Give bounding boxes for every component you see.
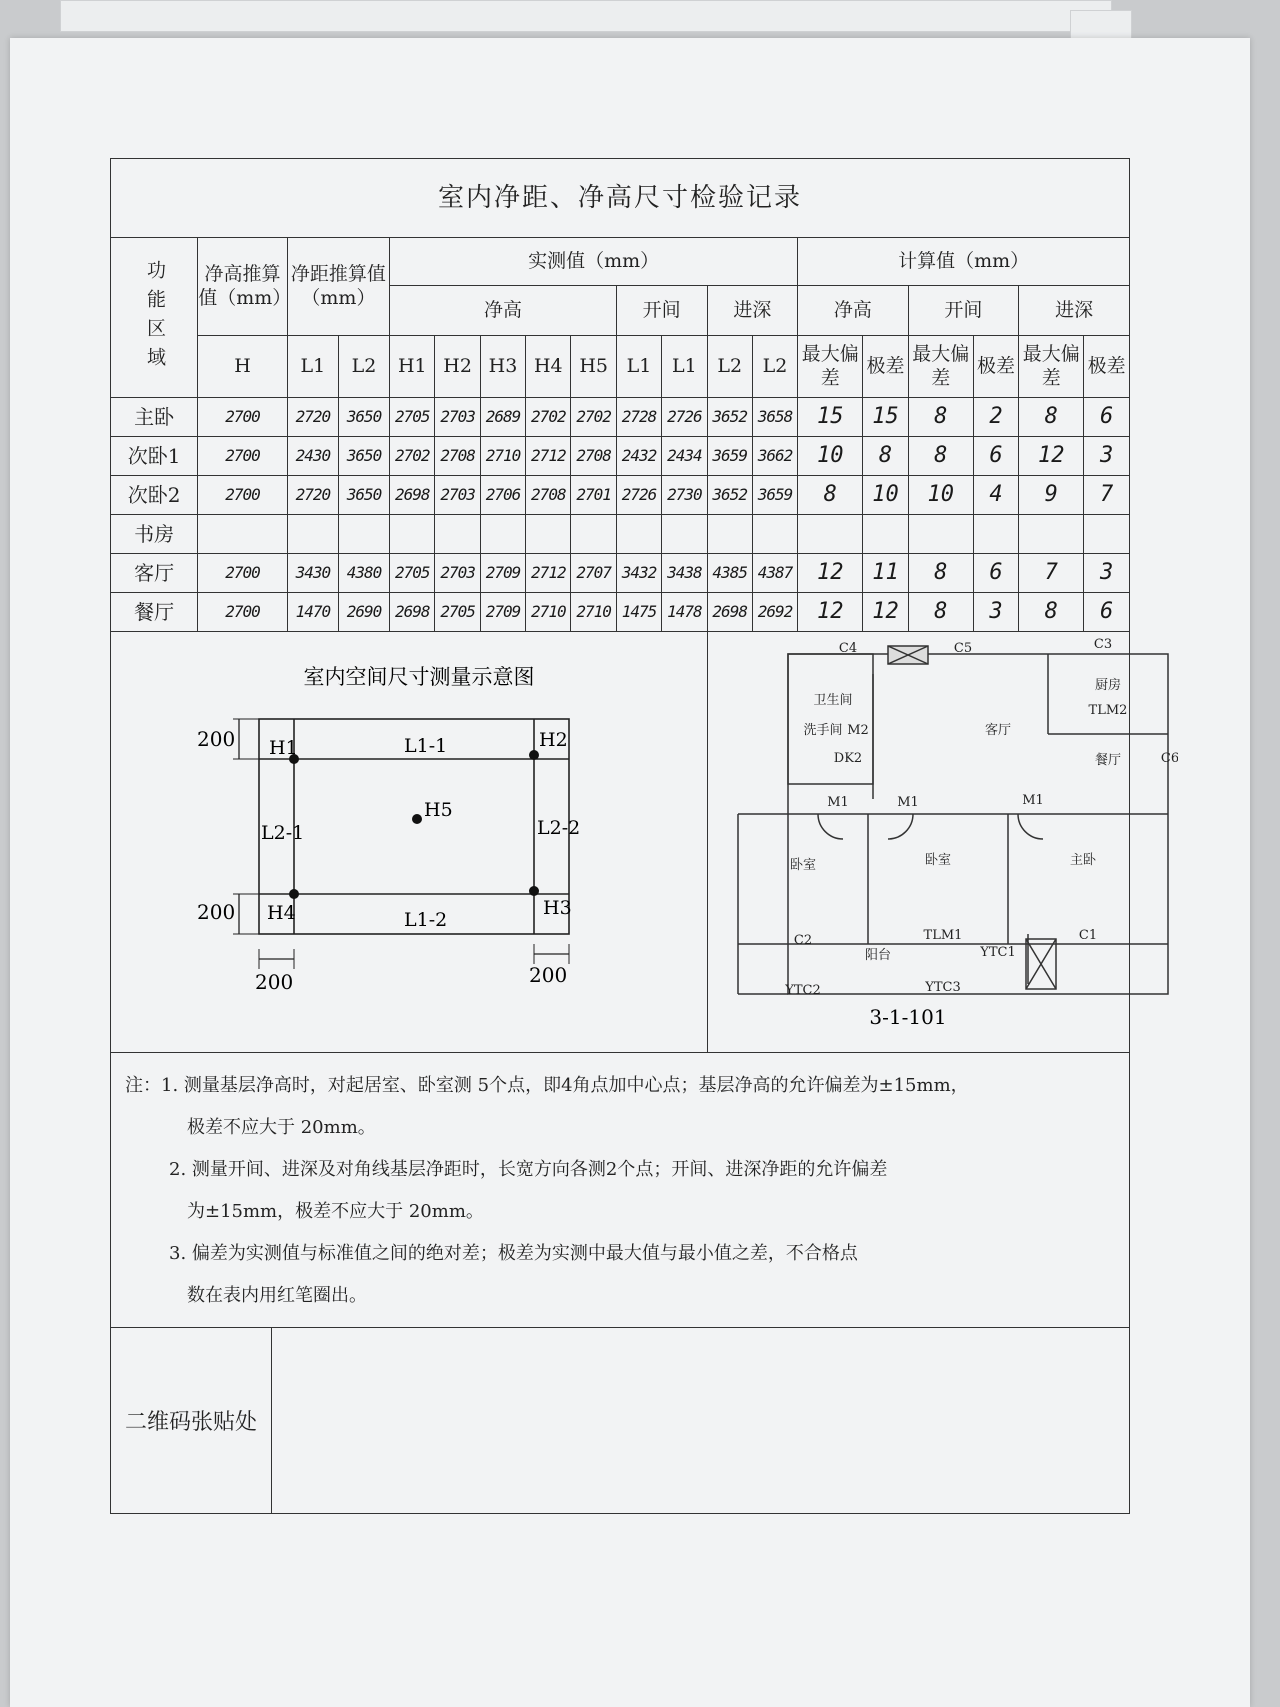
value-cell[interactable]: 2700	[198, 437, 288, 476]
header-calc-kaijian: 开间	[908, 286, 1018, 336]
col-range: 极差	[1084, 336, 1130, 398]
value-cell[interactable]: 8	[1019, 593, 1084, 632]
value-cell[interactable]: 6	[973, 437, 1018, 476]
plan-label-m2: M2	[846, 722, 869, 738]
plan-label-m1-a: M1	[826, 794, 849, 810]
room-name: 主卧	[111, 398, 198, 437]
floor-plan-cell	[707, 632, 1178, 1053]
value-cell[interactable]: 6	[1084, 398, 1130, 437]
room-name: 次卧2	[111, 476, 198, 515]
value-cell[interactable]: 2700	[198, 476, 288, 515]
label-l1-1: L1-1	[403, 734, 447, 757]
dim-200-top: 200	[196, 726, 235, 751]
value-cell[interactable]: 2710	[480, 437, 525, 476]
col-max-dev: 最大偏差	[798, 336, 863, 398]
value-cell[interactable]: 2707	[571, 554, 616, 593]
value-cell[interactable]: 2708	[435, 437, 480, 476]
label-h5: H5	[423, 798, 453, 821]
table-row	[111, 554, 1130, 593]
value-cell[interactable]	[908, 515, 973, 554]
plan-label-kitchen: 厨房	[1094, 677, 1121, 693]
header-calculated: 计算值（mm）	[798, 238, 1130, 286]
label-l2-1: L2-1	[260, 821, 304, 844]
value-cell[interactable]: 2703	[435, 398, 480, 437]
paper-stack-back	[60, 0, 1112, 32]
note-2: 2. 测量开间、进深及对角线基层净距时，长宽方向各测2个点；开间、进深净距的允许偏差	[169, 1159, 888, 1180]
plan-label-ytc3: YTC3	[924, 979, 961, 995]
value-cell[interactable]	[752, 515, 797, 554]
value-cell[interactable]: 2720	[287, 476, 338, 515]
value-cell[interactable]: 2709	[480, 593, 525, 632]
value-cell[interactable]	[287, 515, 338, 554]
note-1: 注：1. 测量基层净高时，对起居室、卧室测 5个点，即4角点加中心点；基层净高的允许偏差为±15mm，	[125, 1075, 969, 1096]
value-cell[interactable]	[480, 515, 525, 554]
plan-label-balcony: 阳台	[864, 947, 891, 963]
schematic-title: 室内空间尺寸测量示意图	[303, 664, 535, 689]
value-cell[interactable]: 2702	[390, 437, 435, 476]
point-h4	[289, 889, 299, 899]
value-cell[interactable]: 8	[798, 476, 863, 515]
value-cell[interactable]: 2432	[616, 437, 661, 476]
col-m-l1b: L1	[662, 336, 707, 398]
plan-label-master: 主卧	[1069, 852, 1096, 868]
label-h2: H2	[538, 728, 568, 751]
value-cell[interactable]: 2690	[338, 593, 389, 632]
plan-label-tlm1: TLM1	[923, 927, 962, 943]
value-cell[interactable]: 8	[1019, 398, 1084, 437]
col-h1: H1	[390, 336, 435, 398]
value-cell[interactable]: 2698	[707, 593, 752, 632]
value-cell[interactable]: 3438	[662, 554, 707, 593]
value-cell[interactable]: 4385	[707, 554, 752, 593]
plan-label-dining: 餐厅	[1094, 752, 1121, 768]
plan-label-m1-b: M1	[896, 794, 919, 810]
col-l2: L2	[338, 336, 389, 398]
value-cell[interactable]: 3652	[707, 476, 752, 515]
value-cell[interactable]: 2712	[526, 554, 571, 593]
value-cell[interactable]: 2701	[571, 476, 616, 515]
value-cell[interactable]: 3432	[616, 554, 661, 593]
value-cell[interactable]: 2702	[571, 398, 616, 437]
table-row	[111, 515, 1130, 554]
value-cell[interactable]	[662, 515, 707, 554]
value-cell[interactable]: 1478	[662, 593, 707, 632]
col-h: H	[198, 336, 288, 398]
value-cell[interactable]	[863, 515, 908, 554]
dim-200-left: 200	[254, 969, 293, 994]
value-cell[interactable]: 2705	[390, 398, 435, 437]
room-name: 餐厅	[111, 593, 198, 632]
header-area: 功能区域	[111, 238, 198, 398]
value-cell[interactable]: 8	[908, 554, 973, 593]
qr-section	[110, 1328, 1130, 1514]
value-cell[interactable]: 3650	[338, 476, 389, 515]
table-row	[111, 437, 1130, 476]
col-h2: H2	[435, 336, 480, 398]
room-name: 客厅	[111, 554, 198, 593]
room-name: 书房	[111, 515, 198, 554]
value-cell[interactable]: 6	[973, 554, 1018, 593]
value-cell[interactable]: 10	[908, 476, 973, 515]
value-cell[interactable]	[338, 515, 389, 554]
col-max-dev: 最大偏差	[908, 336, 973, 398]
qr-paste-area	[272, 1328, 1129, 1513]
table-row	[111, 476, 1130, 515]
plan-label-bedroom-1: 卧室	[789, 857, 816, 873]
schematic-diagram	[189, 634, 629, 1044]
value-cell[interactable]: 4387	[752, 554, 797, 593]
notes-section	[110, 1053, 1130, 1328]
value-cell[interactable]: 2726	[616, 476, 661, 515]
plan-label-c4: C4	[838, 640, 857, 656]
col-m-l2a: L2	[707, 336, 752, 398]
value-cell[interactable]: 2700	[198, 398, 288, 437]
value-cell[interactable]: 3659	[707, 437, 752, 476]
table-row	[111, 593, 1130, 632]
header-measured: 实测值（mm）	[390, 238, 798, 286]
col-m-l2b: L2	[752, 336, 797, 398]
value-cell[interactable]: 1470	[287, 593, 338, 632]
col-h5: H5	[571, 336, 616, 398]
value-cell[interactable]: 12	[863, 593, 908, 632]
value-cell[interactable]: 2708	[571, 437, 616, 476]
note-3-cont: 数在表内用红笔圈出。	[187, 1285, 367, 1306]
point-h2	[529, 750, 539, 760]
dim-200-bottom: 200	[196, 899, 235, 924]
value-cell[interactable]: 2712	[526, 437, 571, 476]
value-cell[interactable]: 2703	[435, 476, 480, 515]
label-l2-2: L2-2	[536, 816, 580, 839]
plan-label-dk2: DK2	[833, 750, 862, 766]
value-cell[interactable]: 4380	[338, 554, 389, 593]
value-cell[interactable]: 8	[908, 593, 973, 632]
value-cell[interactable]: 7	[1019, 554, 1084, 593]
value-cell[interactable]: 7	[1084, 476, 1130, 515]
value-cell[interactable]	[616, 515, 661, 554]
value-cell[interactable]: 4	[973, 476, 1018, 515]
value-cell[interactable]: 3	[1084, 554, 1130, 593]
value-cell[interactable]: 2720	[287, 398, 338, 437]
value-cell[interactable]: 15	[798, 398, 863, 437]
value-cell[interactable]: 2730	[662, 476, 707, 515]
header-jinggao: 净高	[390, 286, 617, 336]
col-max-dev: 最大偏差	[1019, 336, 1084, 398]
value-cell[interactable]: 8	[908, 398, 973, 437]
value-cell[interactable]: 12	[798, 554, 863, 593]
floor-plan	[708, 634, 1178, 1044]
value-cell[interactable]: 2728	[616, 398, 661, 437]
dim-200-right: 200	[528, 962, 567, 987]
value-cell[interactable]: 2706	[480, 476, 525, 515]
qr-label: 二维码张贴处	[111, 1328, 272, 1513]
value-cell[interactable]: 3650	[338, 437, 389, 476]
plan-label-c3: C3	[1093, 636, 1112, 652]
plan-label-c6: C6	[1160, 750, 1178, 766]
value-cell[interactable]: 2700	[198, 554, 288, 593]
value-cell[interactable]: 2702	[526, 398, 571, 437]
value-cell[interactable]: 3	[1084, 437, 1130, 476]
value-cell[interactable]: 2726	[662, 398, 707, 437]
plan-label-wash: 洗手间	[803, 722, 843, 738]
value-cell[interactable]: 2705	[435, 593, 480, 632]
value-cell[interactable]: 2689	[480, 398, 525, 437]
value-cell[interactable]: 11	[863, 554, 908, 593]
value-cell[interactable]: 2698	[390, 593, 435, 632]
value-cell[interactable]: 2708	[526, 476, 571, 515]
col-l1: L1	[287, 336, 338, 398]
value-cell[interactable]	[973, 515, 1018, 554]
plan-label-ytc2: YTC2	[784, 982, 821, 998]
plan-label-c5: C5	[953, 640, 972, 656]
header-est-h: 净高推算值（mm）	[198, 238, 288, 336]
value-cell[interactable]: 3659	[752, 476, 797, 515]
value-cell[interactable]	[707, 515, 752, 554]
value-cell[interactable]	[1084, 515, 1130, 554]
value-cell[interactable]: 3658	[752, 398, 797, 437]
col-range: 极差	[863, 336, 908, 398]
value-cell[interactable]: 2434	[662, 437, 707, 476]
point-h3	[529, 886, 539, 896]
note-1-cont: 极差不应大于 20mm。	[187, 1117, 376, 1138]
value-cell[interactable]: 12	[1019, 437, 1084, 476]
plan-label-tlm2: TLM2	[1088, 702, 1127, 718]
value-cell[interactable]: 12	[798, 593, 863, 632]
value-cell[interactable]: 3652	[707, 398, 752, 437]
value-cell[interactable]: 2692	[752, 593, 797, 632]
note-3: 3. 偏差为实测值与标准值之间的绝对差；极差为实测中最大值与最小值之差，不合格点	[169, 1243, 858, 1264]
header-calc-jinshen: 进深	[1019, 286, 1130, 336]
value-cell[interactable]: 3650	[338, 398, 389, 437]
value-cell[interactable]: 3430	[287, 554, 338, 593]
label-h3: H3	[542, 896, 572, 919]
col-m-l1a: L1	[616, 336, 661, 398]
note-2-cont: 为±15mm，极差不应大于 20mm。	[187, 1201, 484, 1222]
col-h4: H4	[526, 336, 571, 398]
header-est-l: 净距推算值（mm）	[287, 238, 389, 336]
header-kaijian: 开间	[616, 286, 707, 336]
plan-label-living: 客厅	[984, 722, 1011, 738]
value-cell[interactable]: 2700	[198, 593, 288, 632]
inspection-form	[110, 158, 1178, 1514]
value-cell[interactable]: 1475	[616, 593, 661, 632]
plan-label-c2: C2	[793, 932, 812, 948]
value-cell[interactable]: 10	[863, 476, 908, 515]
value-cell[interactable]: 10	[798, 437, 863, 476]
value-cell[interactable]	[390, 515, 435, 554]
value-cell[interactable]	[798, 515, 863, 554]
col-range: 极差	[973, 336, 1018, 398]
label-h4: H4	[266, 901, 296, 924]
table-row	[111, 398, 1130, 437]
point-h5	[412, 814, 422, 824]
value-cell[interactable]	[198, 515, 288, 554]
room-name: 次卧1	[111, 437, 198, 476]
value-cell[interactable]: 3662	[752, 437, 797, 476]
value-cell[interactable]: 2	[973, 398, 1018, 437]
value-cell[interactable]	[571, 515, 616, 554]
label-l1-2: L1-2	[403, 908, 447, 931]
value-cell[interactable]: 9	[1019, 476, 1084, 515]
label-h1: H1	[268, 736, 298, 759]
value-cell[interactable]: 15	[863, 398, 908, 437]
plan-label-wc: 卫生间	[813, 692, 853, 708]
value-cell[interactable]: 2698	[390, 476, 435, 515]
value-cell[interactable]	[526, 515, 571, 554]
value-cell[interactable]: 8	[908, 437, 973, 476]
value-cell[interactable]: 2710	[571, 593, 616, 632]
plan-label-ytc1: YTC1	[979, 944, 1016, 960]
plan-label-m1-c: M1	[1021, 792, 1044, 808]
value-cell[interactable]	[1019, 515, 1084, 554]
col-h3: H3	[480, 336, 525, 398]
value-cell[interactable]: 2710	[526, 593, 571, 632]
header-jinshen: 进深	[707, 286, 798, 336]
schematic-cell	[111, 632, 708, 1053]
value-cell[interactable]: 2703	[435, 554, 480, 593]
plan-caption: 3-1-101	[868, 1004, 947, 1029]
value-cell[interactable]: 2709	[480, 554, 525, 593]
plan-label-bedroom-2: 卧室	[924, 852, 951, 868]
value-cell[interactable]: 2705	[390, 554, 435, 593]
form-title: 室内净距、净高尺寸检验记录	[111, 159, 1130, 238]
value-cell[interactable]	[435, 515, 480, 554]
plan-label-c1: C1	[1078, 927, 1097, 943]
value-cell[interactable]: 8	[863, 437, 908, 476]
value-cell[interactable]: 6	[1084, 593, 1130, 632]
record-table	[110, 158, 1178, 1053]
value-cell[interactable]: 2430	[287, 437, 338, 476]
header-calc-jinggao: 净高	[798, 286, 908, 336]
value-cell[interactable]: 3	[973, 593, 1018, 632]
